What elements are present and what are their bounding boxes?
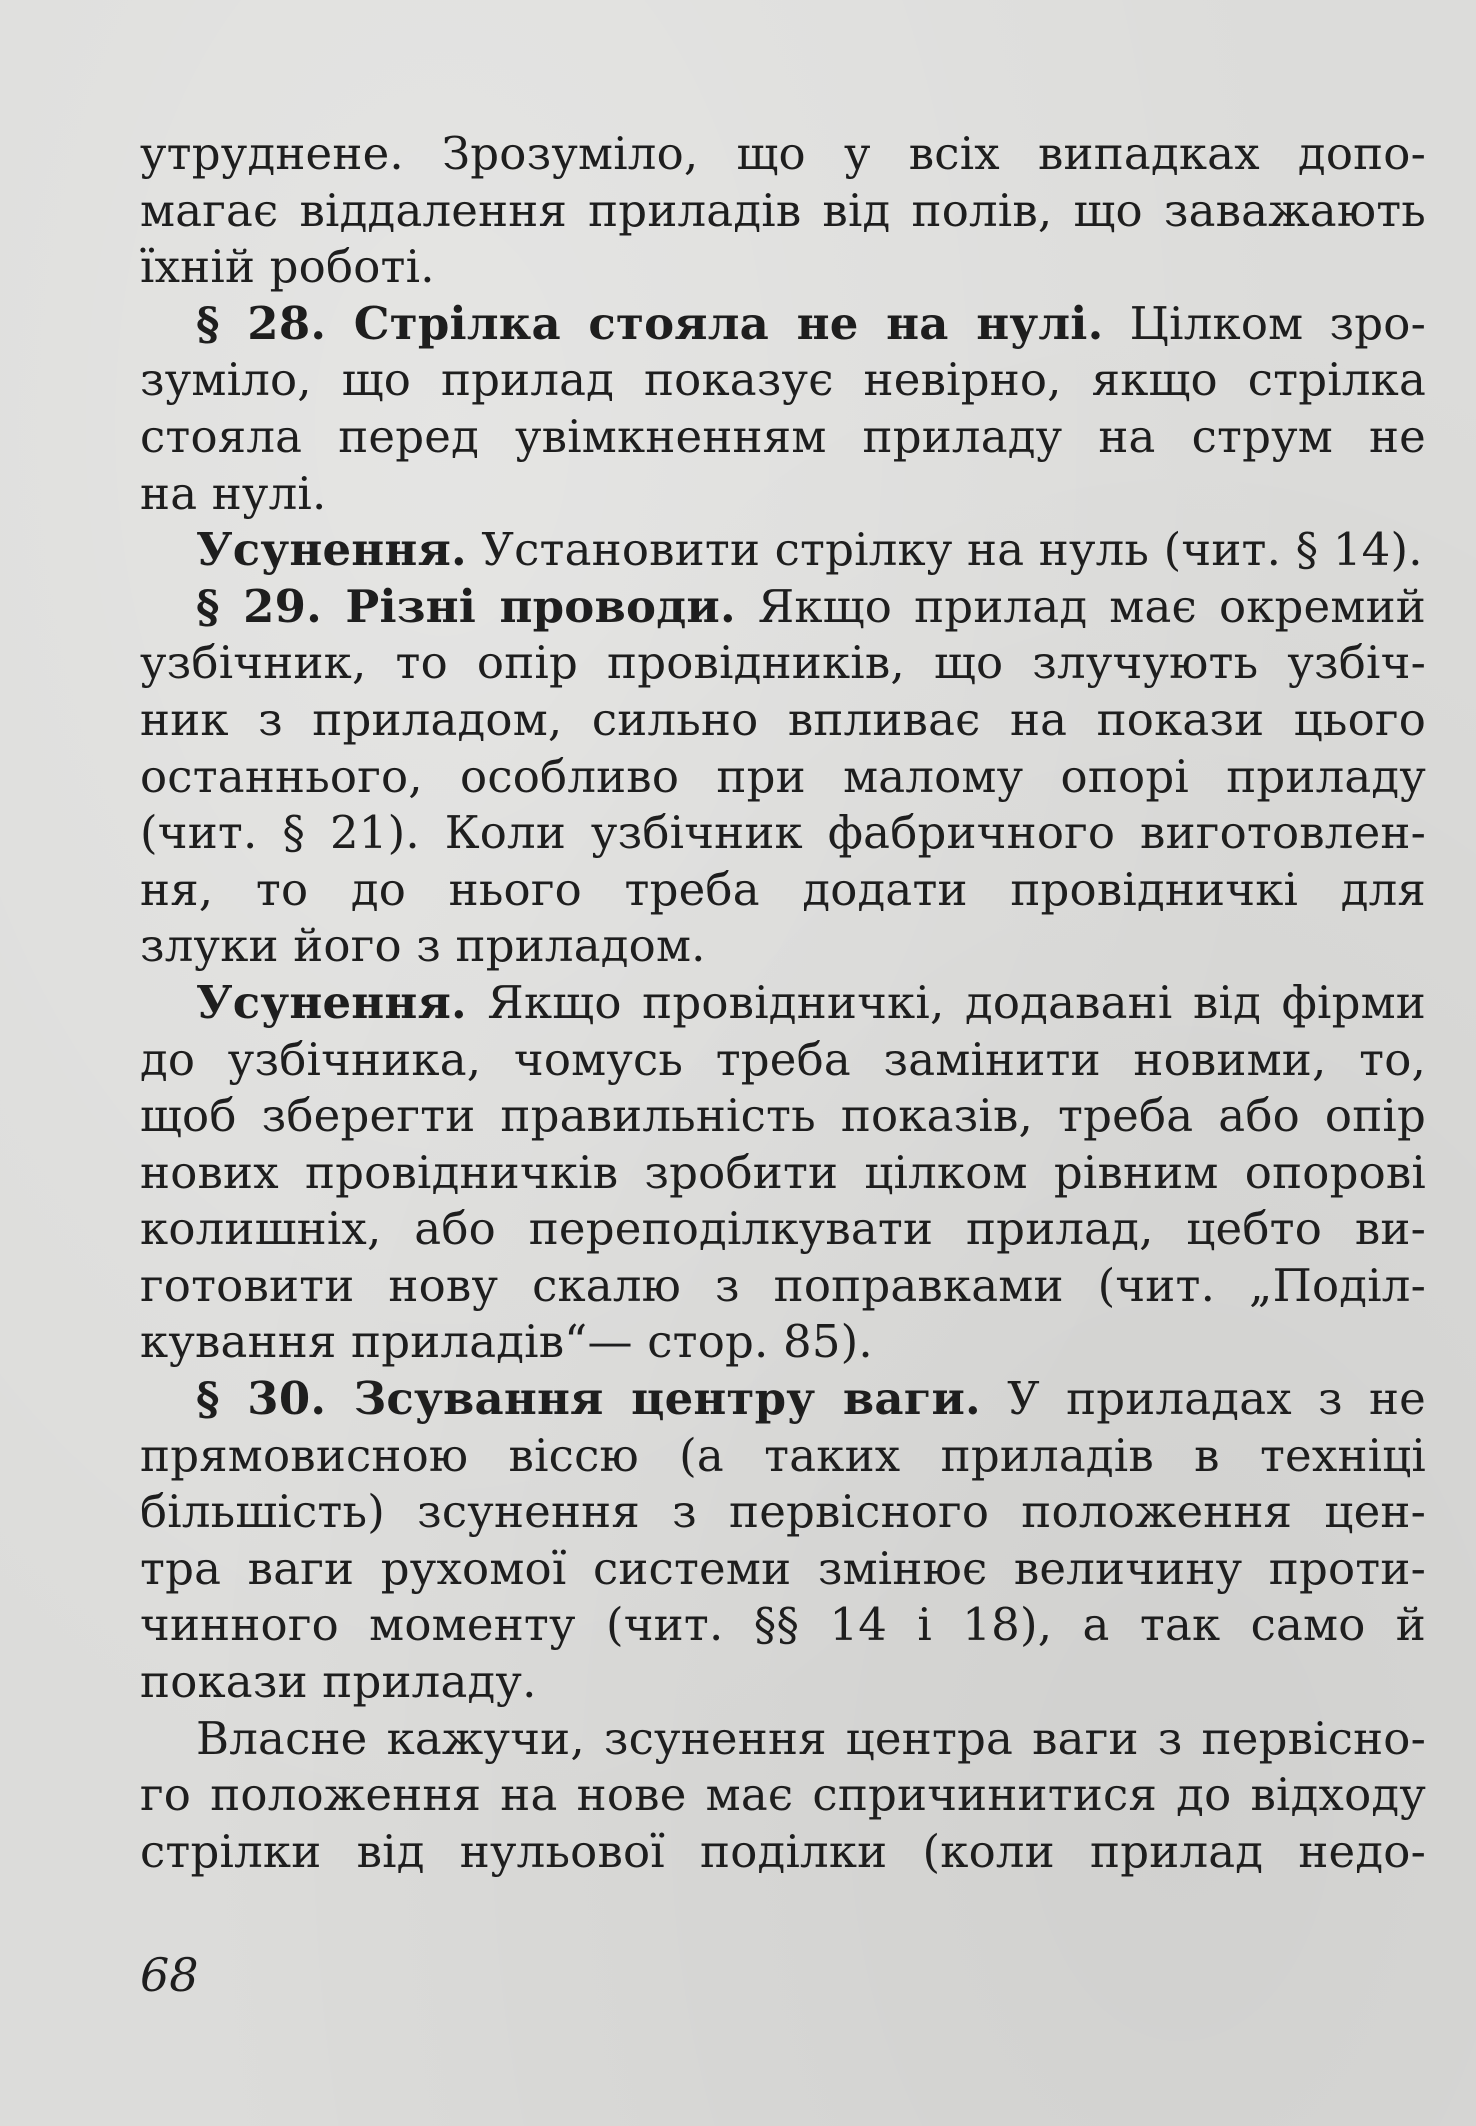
text-line-21: готовити нову скалю з поправками (чит. „Поділ-: [140, 1258, 1426, 1312]
text-line-13: (чит. § 21). Коли узбічник фабричного виготовлен-: [140, 806, 1426, 860]
text-line-17: до узбічника, чомусь треба замінити новими, то,: [140, 1032, 1426, 1086]
text-line-3: їхній роботі.: [140, 240, 435, 294]
text-line-2: магає віддалення приладів від полів, що заважають: [140, 183, 1426, 237]
text-line-22: кування приладів“— стор. 85).: [140, 1315, 873, 1369]
remedy-28-label: Усунення.: [196, 523, 467, 577]
text-line-6: стояла перед увімкненням приладу на струм не: [140, 409, 1426, 463]
text-line-30: го положення на нове має спричинитися до відходу: [140, 1768, 1426, 1822]
section-29-heading: § 29. Різні проводи.: [196, 579, 736, 633]
text-line-20: колишніх, або переподілкувати прилад, цебто ви-: [140, 1202, 1426, 1256]
text-line-11: ник з приладом, сильно впливає на покази цього: [140, 692, 1426, 746]
section-29-heading-line: § 29. Різні проводи. Якщо прилад має окремий: [196, 579, 1426, 633]
page-number: 68: [140, 1948, 199, 2002]
remedy-29-line: Усунення. Якщо провідничкі, додавані від фірми: [196, 975, 1426, 1029]
text-line-24: прямовисною віссю (а таких приладів в техніці: [140, 1428, 1426, 1482]
text-line-25: більшість) зсунення з первісного положення цен-: [140, 1485, 1426, 1539]
text-line-27: чинного моменту (чит. §§ 14 і 18), а так само й: [140, 1598, 1426, 1652]
text-line-31: стрілки від нульової поділки (коли прилад недо-: [140, 1824, 1426, 1878]
text-line-7: на нулі.: [140, 466, 327, 520]
text-line-29: Власне кажучи, зсунення центра ваги з первісно-: [196, 1711, 1426, 1765]
remedy-28-line: Усунення. Установити стрілку на нуль (чит. § 14).: [196, 523, 1423, 577]
text-line-15: злуки його з приладом.: [140, 919, 706, 973]
text-line-1: утруднене. Зрозуміло, що у всіх випадках допо-: [140, 127, 1426, 180]
text-line-10: узбічник, то опір провідників, що злучують узбіч-: [140, 636, 1426, 690]
text-line-12: останнього, особливо при малому опорі приладу: [140, 749, 1426, 803]
section-30-heading: § 30. Зсування центру ваги.: [196, 1372, 981, 1426]
text-line-26: тра ваги рухомої системи змінює величину проти-: [140, 1541, 1426, 1595]
remedy-29-label: Усунення.: [196, 975, 467, 1029]
text-line-28: покази приладу.: [140, 1655, 537, 1709]
section-28-heading-line: § 28. Стрілка стояла не на нулі. Цілком зро-: [196, 296, 1426, 350]
text-line-5: зуміло, що прилад показує невірно, якщо стрілка: [140, 353, 1426, 407]
text-line-19: нових провідничків зробити цілком рівним опорові: [140, 1145, 1426, 1199]
section-30-heading-line: § 30. Зсування центру ваги. У приладах з не: [196, 1372, 1426, 1426]
section-28-heading: § 28. Стрілка стояла не на нулі.: [196, 296, 1104, 350]
page-body-text: [140, 126, 1426, 1880]
text-line-18: щоб зберегти правильність показів, треба або опір: [140, 1089, 1426, 1143]
text-line-14: ня, то до нього треба додати провідничкі для: [140, 862, 1426, 916]
